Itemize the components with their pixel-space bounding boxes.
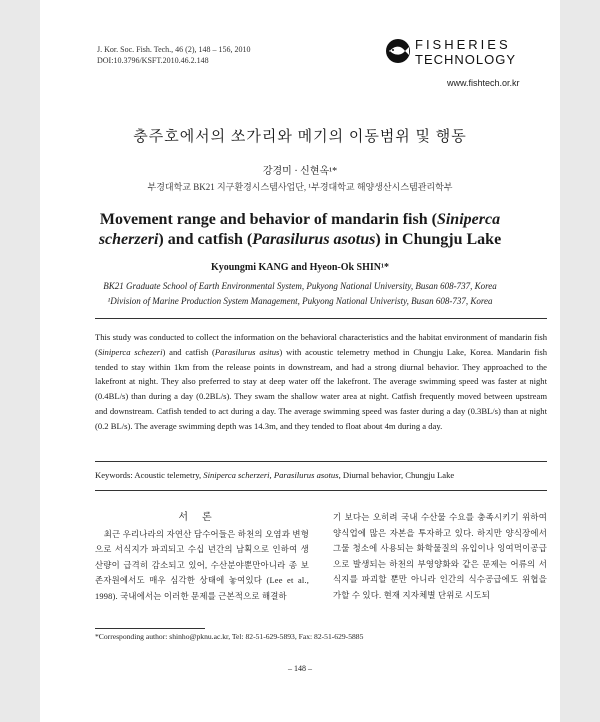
body-column-left [95,510,309,605]
korean-title: 충주호에서의 쏘가리와 메기의 이동범위 및 행동 [133,129,467,145]
body-text-right: 기 보다는 오히려 국내 수산물 수요를 충족시키기 위하여 양식업에 많은 자본을 투자하고 있다. 하지만 양식장에서 그물 청소에 사용되는 화학물질의 유입이나 잉여먹이공급으로 발생되는 하천의 부영양화와 같은 문제는 어류의 서식지를 파괴할 뿐만 아니라 인간의 식수공급에도 위협을 가할 수 있다. 현재 지자체별 단위로 시도되 [333,513,547,600]
korean-affiliation: 부경대학교 BK21 지구환경시스템사업단, ¹부경대학교 해양생산시스템관리학부 [147,182,453,192]
logo-word-technology: TECHNOLOGY [415,52,517,67]
abstract-top-rule [95,318,547,319]
section-title-introduction: 서론 [178,512,226,523]
logo-word-fisheries: FISHERIES [415,37,511,52]
journal-citation: J. Kor. Soc. Fish. Tech., 46 (2), 148 – 156, 2010 [97,45,251,54]
keywords: Keywords: Acoustic telemetry, Siniperca scherzeri, Parasilurus asotus, Diurnal behavior, Chungju Lake [95,470,455,480]
body-column-right [333,510,547,604]
body-text-left: 최근 우리나라의 자연산 담수어들은 하천의 오염과 변형으로 서식지가 파괴되고 수십 년간의 남획으로 인하여 생산량이 급격히 감소되고 있어, 수산분야뿐만아니라 종 보존자원에서도 매우 심각한 상태에 놓여있다 (Lee et al., 1998). 국내에서는 이러한 문제를 근본적으로 해결하 [95,529,309,601]
english-title: Movement range and behavior of mandarin fish (Siniperca scherzeri) and catfish (Parasilurus asotus) in Chungju Lake [98,211,502,248]
english-affiliation-2: ¹Division of Marine Production System Management, Pukyong National Univeristy, Busan 608-737, Korea [107,296,493,306]
korean-authors: 강경미 · 신현옥¹* [262,166,338,177]
journal-url-link[interactable]: www.fishtech.or.kr [447,78,520,88]
corresponding-author-footnote: *Corresponding author: shinho@pknu.ac.kr, Tel: 82-51-629-5893, Fax: 82-51-629-5885 [95,632,364,641]
fish-globe-icon [385,38,411,64]
journal-doi: DOI:10.3796/KSFT.2010.46.2.148 [97,56,209,65]
keywords-rule [95,461,547,462]
keywords-bottom-rule [95,490,547,491]
english-authors: Kyoungmi KANG and Hyeon-Ok SHIN¹* [210,262,390,273]
english-affiliation-1: BK21 Graduate School of Earth Environmental System, Pukyong National University, Busan 608-737, Korea [103,281,497,291]
journal-logo [385,34,545,92]
footnote-rule [95,628,205,629]
paper-page [40,0,560,722]
journal-reference [97,44,251,66]
abstract: This study was conducted to collect the information on the behavioral characteristics and the habitat environment of mandarin fish (Siniperca schezeri) and catfish (Parasilurus asitus) with acoustic telemetry method in Chungju Lake, Korea. Mandarin fish tended to stay within 1km from the release points in downstream, and had a strong diurnal behavior. They approached to the lakefront at night. They also preferred to stay at deep water off the lakefront. The average swimming speed was faster at night (0.4BL/s) than during a day (0.2BL/s). They swam the shallow water area at night. Catfish frequently moved between upstream and downstream. Catfish tended to act during a day. The average swimming speed was faster during a day (0.3BL/s) than at night (0.2 BL/s). The average swimming depth was 14.3m, and they tended to float about 4m during a day. [95,332,547,431]
page-number: – 148 – [288,664,312,673]
